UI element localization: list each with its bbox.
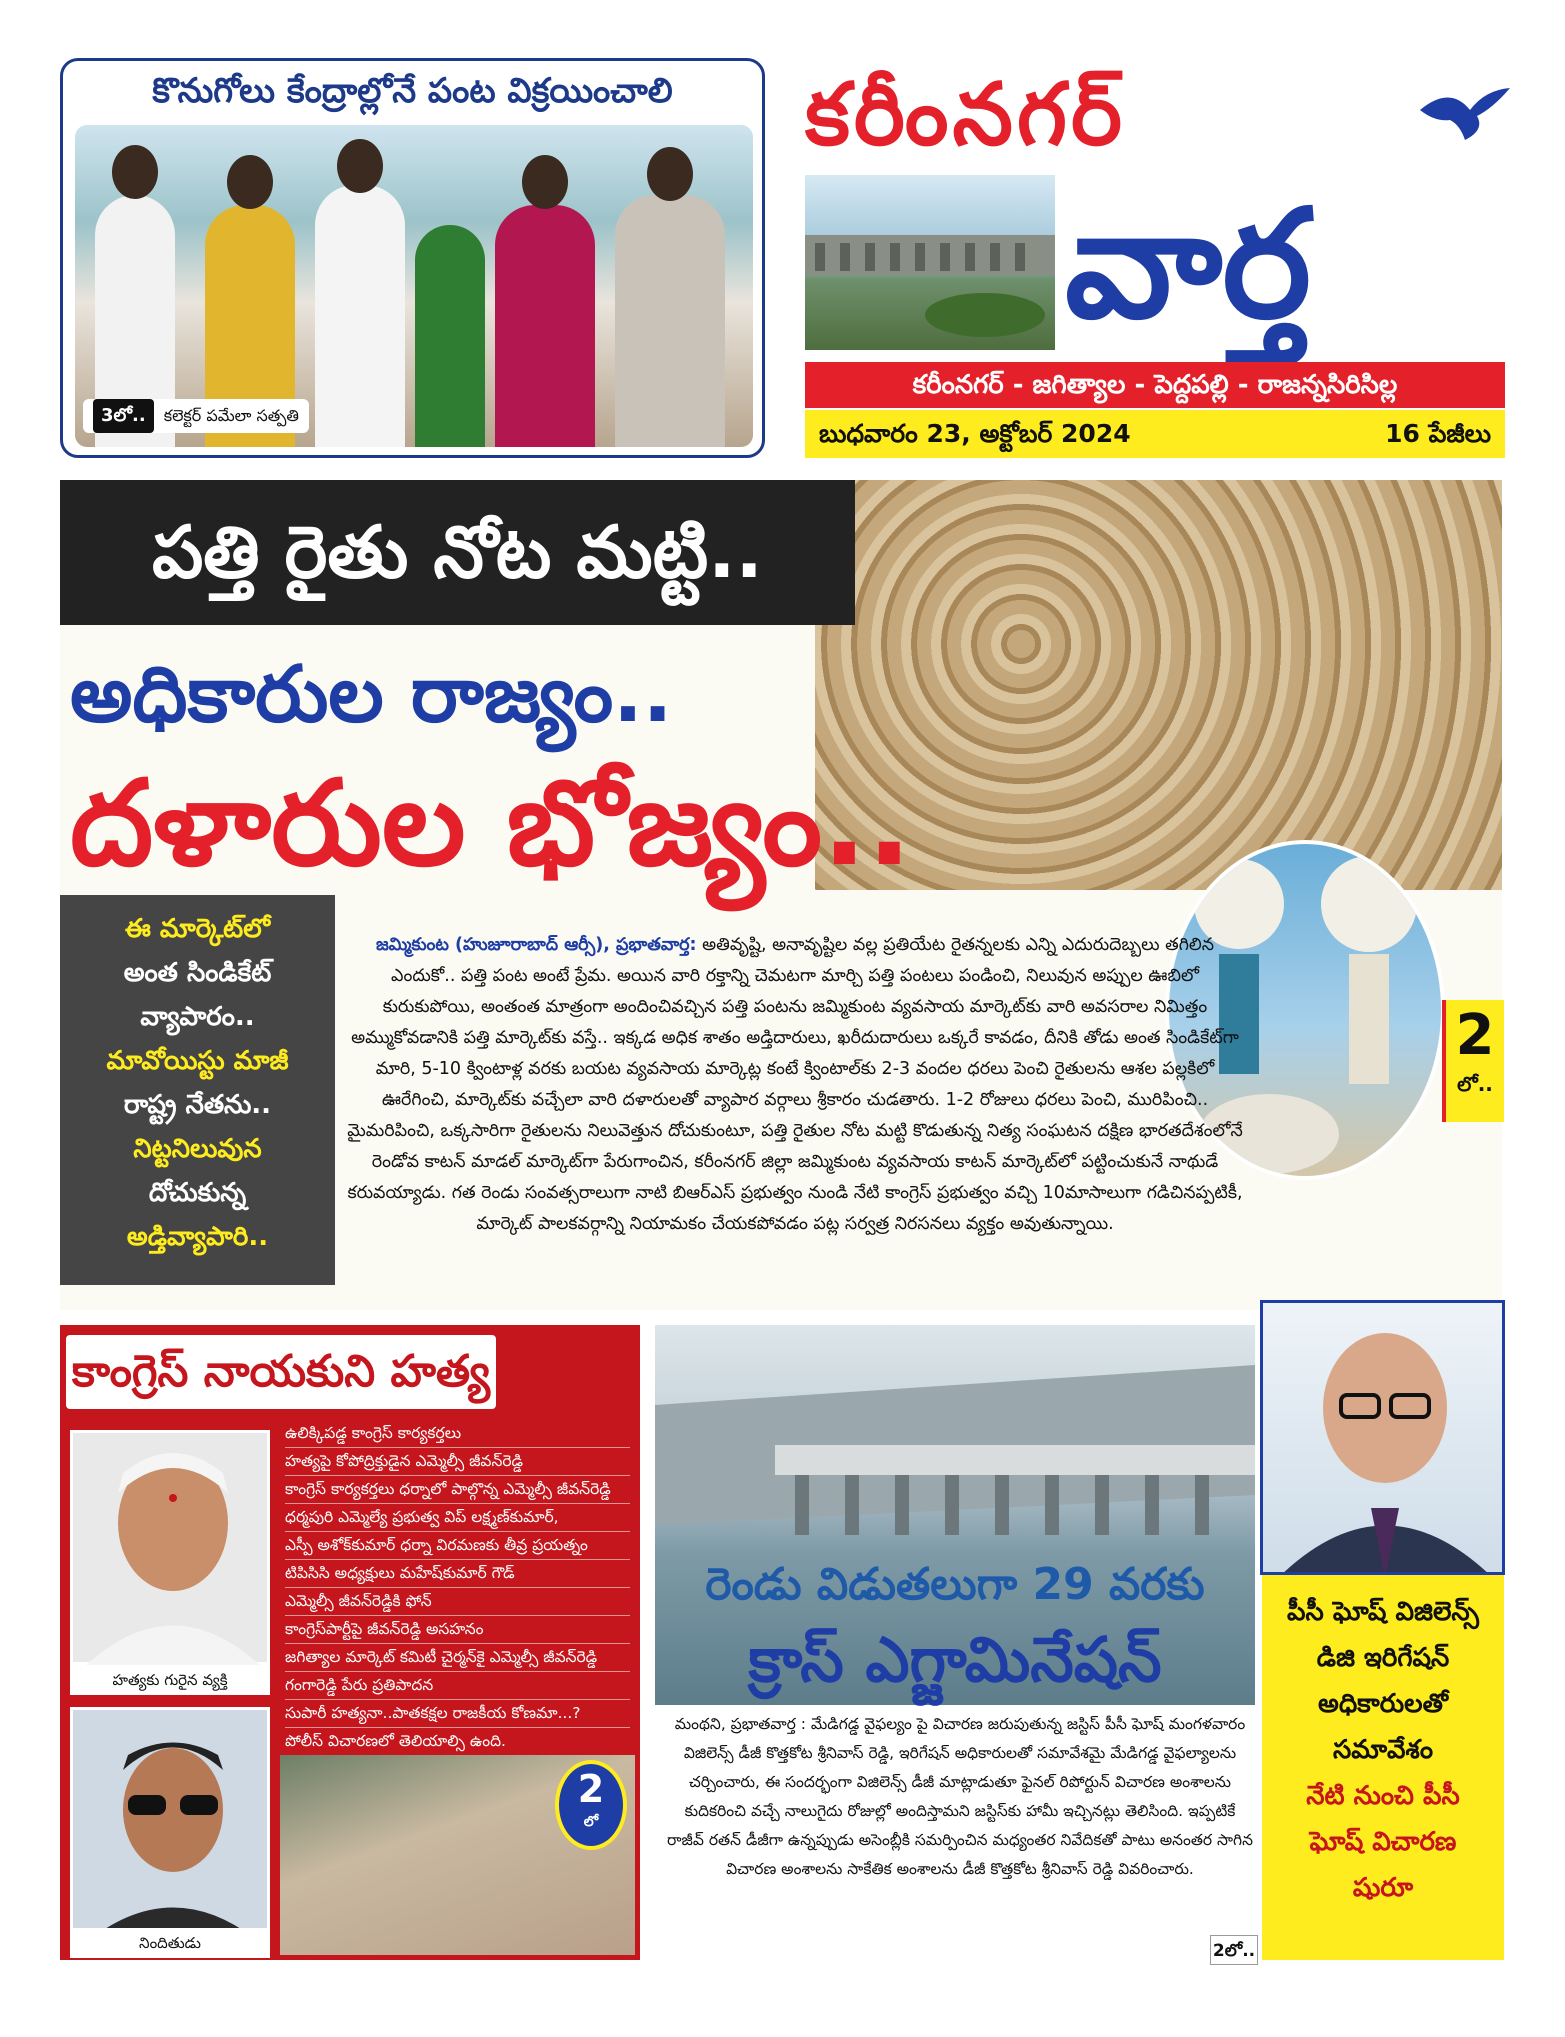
masthead-top (805, 60, 1505, 170)
list-item: గంగారెడ్డి పేరు ప్రతిపాదన (285, 1672, 630, 1700)
list-item: టిపిసిసి అధ్యక్షులు మహేష్‌కుమార్ గౌడ్ (285, 1560, 630, 1588)
lead-sidebar (60, 895, 335, 1285)
list-item: కాంగ్రెస్‌పార్టీపై జీవన్‌రెడ్డి అసహనం (285, 1616, 630, 1644)
victim-photo (70, 1430, 270, 1665)
ghosh-line: సమావేశం (1332, 1735, 1434, 1765)
list-item: ఎమ్మెల్సీ జీవన్‌రెడ్డికి ఫోన్ (285, 1588, 630, 1616)
sidebar-line: వ్యాపారం.. (140, 1002, 255, 1032)
lead-body (345, 930, 1245, 1240)
ghosh-sidebar (1262, 1575, 1504, 1960)
list-item: కాంగ్రెస్ కార్యకర్తలు ధర్నాలో పాల్గొన్న ఎమ్మెల్సీ జీవన్‌రెడ్డి (285, 1476, 630, 1504)
lead-continued-link[interactable] (1442, 1000, 1504, 1122)
congress-bullets (285, 1420, 630, 1756)
lead-kicker: పత్తి రైతు నోట మట్టి.. (60, 480, 855, 625)
sidebar-line: అడ్తివ్యాపారి.. (126, 1222, 269, 1252)
list-item: పోలీస్ విచారణలో తెలియాల్సి ఉంది. (285, 1728, 630, 1756)
masthead-dam-photo (805, 175, 1055, 350)
lead-subheadline: అధికారుల రాజ్యం.. (70, 650, 673, 740)
congress-continued-link[interactable] (555, 1760, 627, 1850)
teaser-title: కొనుగోలు కేంద్రాల్లోనే పంట విక్రయించాలి (152, 71, 673, 111)
ghosh-line: అధికారులతో (1318, 1689, 1448, 1719)
sidebar-line: మావోయిస్టు మాజీ (106, 1046, 289, 1076)
sidebar-line: నిట్టనిలువున (133, 1134, 262, 1164)
masthead-dateline (805, 410, 1505, 458)
teaser-box (60, 58, 765, 458)
teaser-page-ref[interactable]: 3లో.. (93, 399, 154, 433)
lead-continued-page: 2 (1455, 1003, 1495, 1068)
lead-headline: దళారుల భోజ్యం.. (70, 754, 912, 892)
masthead-districts: కరీంనగర్ - జగిత్యాల - పెద్దపల్లి - రాజన్నసిరిసిల్ల (805, 362, 1505, 408)
lead-body-text: అతివృష్టి, అనావృష్టిల వల్ల ప్రతియేట రైతన్నలకు ఎన్ని ఎదురుదెబ్బలు తగిలిన ఎందుకో.. పత్తి పంట అంటే ప్రేమ. అయిన వారి రక్తాన్ని చెమటగా మార్చి పత్తి పంటలు పండించి, నిలువున అప్పుల ఊబిలో కురుకుపోయి, అంతంత మాత్రంగా అందించివచ్చిన పత్తి పంటను జమ్మికుంట వ్యవసాయ మార్కెట్‌కు వారి అవసరాల నిమిత్తం అమ్ముకోవడానికి పత్తి మార్కెట్‌కు వస్తే.. ఇక్కడ అధిక శాతం అడ్తిదారులు, ఖరీదుదారులు ఒక్కరే కావడం, దీనికి తోడు అంత సిండికేట్‌గా మారి, 5-10 క్వింటాళ్ల వరకు బయట వ్యవసాయ మార్కెట్ల కంటే క్వింటాల్‌కు 2-3 వందల ధరలు పెంచి రైతులను ఆశల పల్లకిలో ఊరేగించి, మార్కెట్‌కు వచ్చేలా వారి దళారులతో వ్యాపార వర్గాలు శ్రీకారం చుడతారు. 1-2 రోజులు ధరలు పెంచి, మురిపించి.. మైమరిపించి, ఒక్కసారిగా రైతులను నిలువెత్తున దోచుకుంటూ, పత్తి రైతుల నోట మట్టి కొడుతున్న నిత్య సంఘటన దక్షిణ భారతదేశంలోనే రెండోవ కాటన్ మాడల్ మార్కెట్‌గా పేరుగాంచిన, కరీంనగర్ జిల్లా జమ్మికుంట వ్యవసాయ కాటన్ మార్కెట్‌లో పట్టించుకునే నాథుడే కరువయ్యాడు. గత రెండు సంవత్సరాలుగా నాటి బిఆర్ఎస్ ప్రభుత్వం నుండి నేటి కాంగ్రెస్ ప్రభుత్వం వచ్చి 10మాసాలుగా గడిచినప్పటికీ, మార్కెట్ పాలకవర్గాన్ని నియామకం చేయకపోవడం పట్ల సర్వత్ర నిరసనలు వ్యక్తం అవుతున్నాయి. (347, 935, 1243, 1234)
ghosh-line: డిజి ఇరిగేషన్ (1316, 1643, 1450, 1673)
sidebar-line: ఈ మార్కెట్‌లో (125, 914, 270, 944)
masthead-city: కరీంనగర్ (805, 65, 1126, 165)
accused-caption: నిందితుడు (70, 1928, 270, 1958)
sidebar-line: అంత సిండికేట్ (123, 958, 272, 988)
issue-date: బుధవారం 23, అక్టోబర్ 2024 (819, 419, 1131, 448)
list-item: హత్యపై కోపోద్రిక్తుడైన ఎమ్మెల్సీ జీవన్‌రెడ్డి (285, 1448, 630, 1476)
list-item: సుపారీ హత్యనా..పాతకక్షల రాజకీయ కోణమా...? (285, 1700, 630, 1728)
congress-continued-page: 2 (577, 1767, 605, 1811)
ghosh-portrait (1260, 1300, 1505, 1575)
congress-continued-suffix: లో (583, 1814, 599, 1830)
list-item: జగిత్యాల మార్కెట్ కమిటీ చైర్మన్‌కై ఎమ్మెల్సీ జీవన్‌రెడ్డి (285, 1644, 630, 1672)
masthead-logo: వార్త (1065, 178, 1312, 352)
teaser-caption-text: కలెక్టర్ పమేలా సత్పతి (163, 406, 299, 425)
barrage-body: మంథని, ప్రభాతవార్త : మేడిగడ్డ వైఫల్యం పై విచారణ జరుపుతున్న జస్టిస్ పీసీ ఘోష్ మంగళవారం విజిలెన్స్ డీజీ కొత్తకోట శ్రీనివాస్ రెడ్డి, ఇరిగేషన్ అధికారులతో సమావేశమై మేడిగడ్డ వైఫల్యాలను చర్చించారు, ఈ సందర్భంగా విజిలెన్స్ డీజీ మాట్లాడుతూ ఫైనల్ రిపోర్టున్ విచారణ అంశాలను కుదికరించి వచ్చే నాలుగైదు రోజుల్లో అందిస్తామని జస్టిస్‌కు హామీ ఇచ్చినట్లు తెలిసింది. ఇప్పటికే రాజీవ్ రతన్ డీజీగా ఉన్నప్పుడు అసెంబ్లీకి సమర్పించిన మధ్యంతర నివేదికతో పాటు అనంతర సాగిన విచారణ అంశాలను సాకేతిక అంశాలను డీజీ కొత్తకోట శ్రీనివాస్ రెడ్డి వివరించారు. (667, 1715, 1253, 1878)
ghosh-line: పీసీ ఘోష్ విజిలెన్స్ (1287, 1597, 1479, 1627)
list-item: ఉలిక్కిపడ్డ కాంగ్రెస్ కార్యకర్తలు (285, 1420, 630, 1448)
ghosh-line: షురూ (1352, 1873, 1414, 1903)
lead-continued-suffix: లో.. (1457, 1072, 1493, 1096)
page-count: 16 పేజీలు (1385, 419, 1491, 448)
barrage-headline: క్రాస్ ఎగ్జామినేషన్ (748, 1623, 1162, 1696)
sidebar-line: దోచుకున్న (148, 1178, 247, 1208)
accused-photo (70, 1707, 270, 1942)
congress-headline: కాంగ్రెస్ నాయకుని హత్య (66, 1335, 496, 1409)
lead-dateline: జమ్మికుంట (హుజూరాబాద్ ఆర్సీ), ప్రభాతవార్త: (375, 935, 697, 955)
teaser-caption (83, 399, 309, 433)
sidebar-line: రాష్ట్ర నేతను.. (123, 1090, 272, 1120)
dove-logo-icon (1415, 80, 1515, 150)
barrage-continued-link[interactable]: 2లో.. (1210, 1935, 1258, 1965)
ghosh-line: నేటి నుంచి పీసీ (1306, 1781, 1460, 1811)
barrage-subheadline: రెండు విడుతలుగా 29 వరకు (705, 1559, 1205, 1610)
list-item: ఎస్పీ అశోక్‌కుమార్ ధర్నా విరమణకు తీవ్ర ప్రయత్నం (285, 1532, 630, 1560)
list-item: ధర్మపురి ఎమ్మెల్యే ప్రభుత్వ విప్ లక్ష్మణ్‌కుమార్, (285, 1504, 630, 1532)
victim-caption: హత్యకు గురైన వ్యక్తి (70, 1665, 270, 1695)
ghosh-line: ఘోష్ విచారణ (1309, 1827, 1457, 1857)
